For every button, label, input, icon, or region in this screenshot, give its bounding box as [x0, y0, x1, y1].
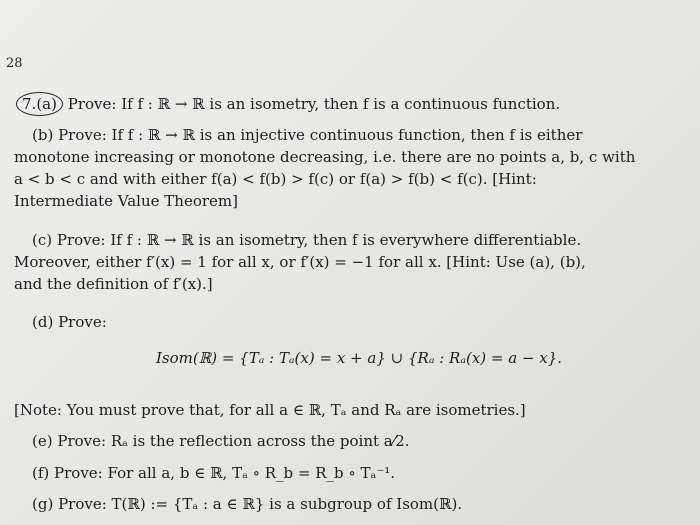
problem-7b-line3: a < b < c and with either f(a) < f(b) > f(c) or f(a) > f(b) < f(c). [Hint:	[14, 170, 537, 188]
isometry-group-equation: Isom(ℝ) = {Tₐ : Tₐ(x) = x + a} ∪ {Rₐ : Rₐ(x) = a − x}.	[156, 349, 563, 367]
problem-7a	[14, 92, 690, 116]
problem-7c-line2: Moreover, either f′(x) = 1 for all x, or f′(x) = −1 for all x. [Hint: Use (a), (b),	[14, 253, 586, 271]
problem-7a-text: Prove: If f : ℝ → ℝ is an isometry, then f is a continuous function.	[67, 95, 561, 113]
problem-7d-label: (d) Prove:	[32, 313, 107, 331]
problem-7b-line2: monotone increasing or monotone decreasing, i.e. there are no points a, b, c with	[14, 148, 636, 166]
problem-7c-line3: and the definition of f′(x).]	[14, 275, 213, 293]
problem-7g: (g) Prove: T(ℝ) := {Tₐ : a ∈ ℝ} is a subgroup of Isom(ℝ).	[32, 495, 463, 513]
problem-7e: (e) Prove: Rₐ is the reflection across the point a⁄2.	[32, 432, 410, 450]
problem-7b-line1: (b) Prove: If f : ℝ → ℝ is an injective continuous function, then f is either	[32, 126, 583, 144]
problem-number: 7.(a)	[16, 92, 63, 116]
problem-7b-line4: Intermediate Value Theorem]	[14, 192, 238, 210]
note: [Note: You must prove that, for all a ∈ ℝ, Tₐ and Rₐ are isometries.]	[14, 401, 526, 419]
problem-7c-line1: (c) Prove: If f : ℝ → ℝ is an isometry, then f is everywhere differentiable.	[32, 231, 582, 249]
page-number: 28	[6, 56, 23, 71]
problem-7f: (f) Prove: For all a, b ∈ ℝ, Tₐ ∘ R_b = R_b ∘ Tₐ⁻¹.	[32, 464, 396, 482]
